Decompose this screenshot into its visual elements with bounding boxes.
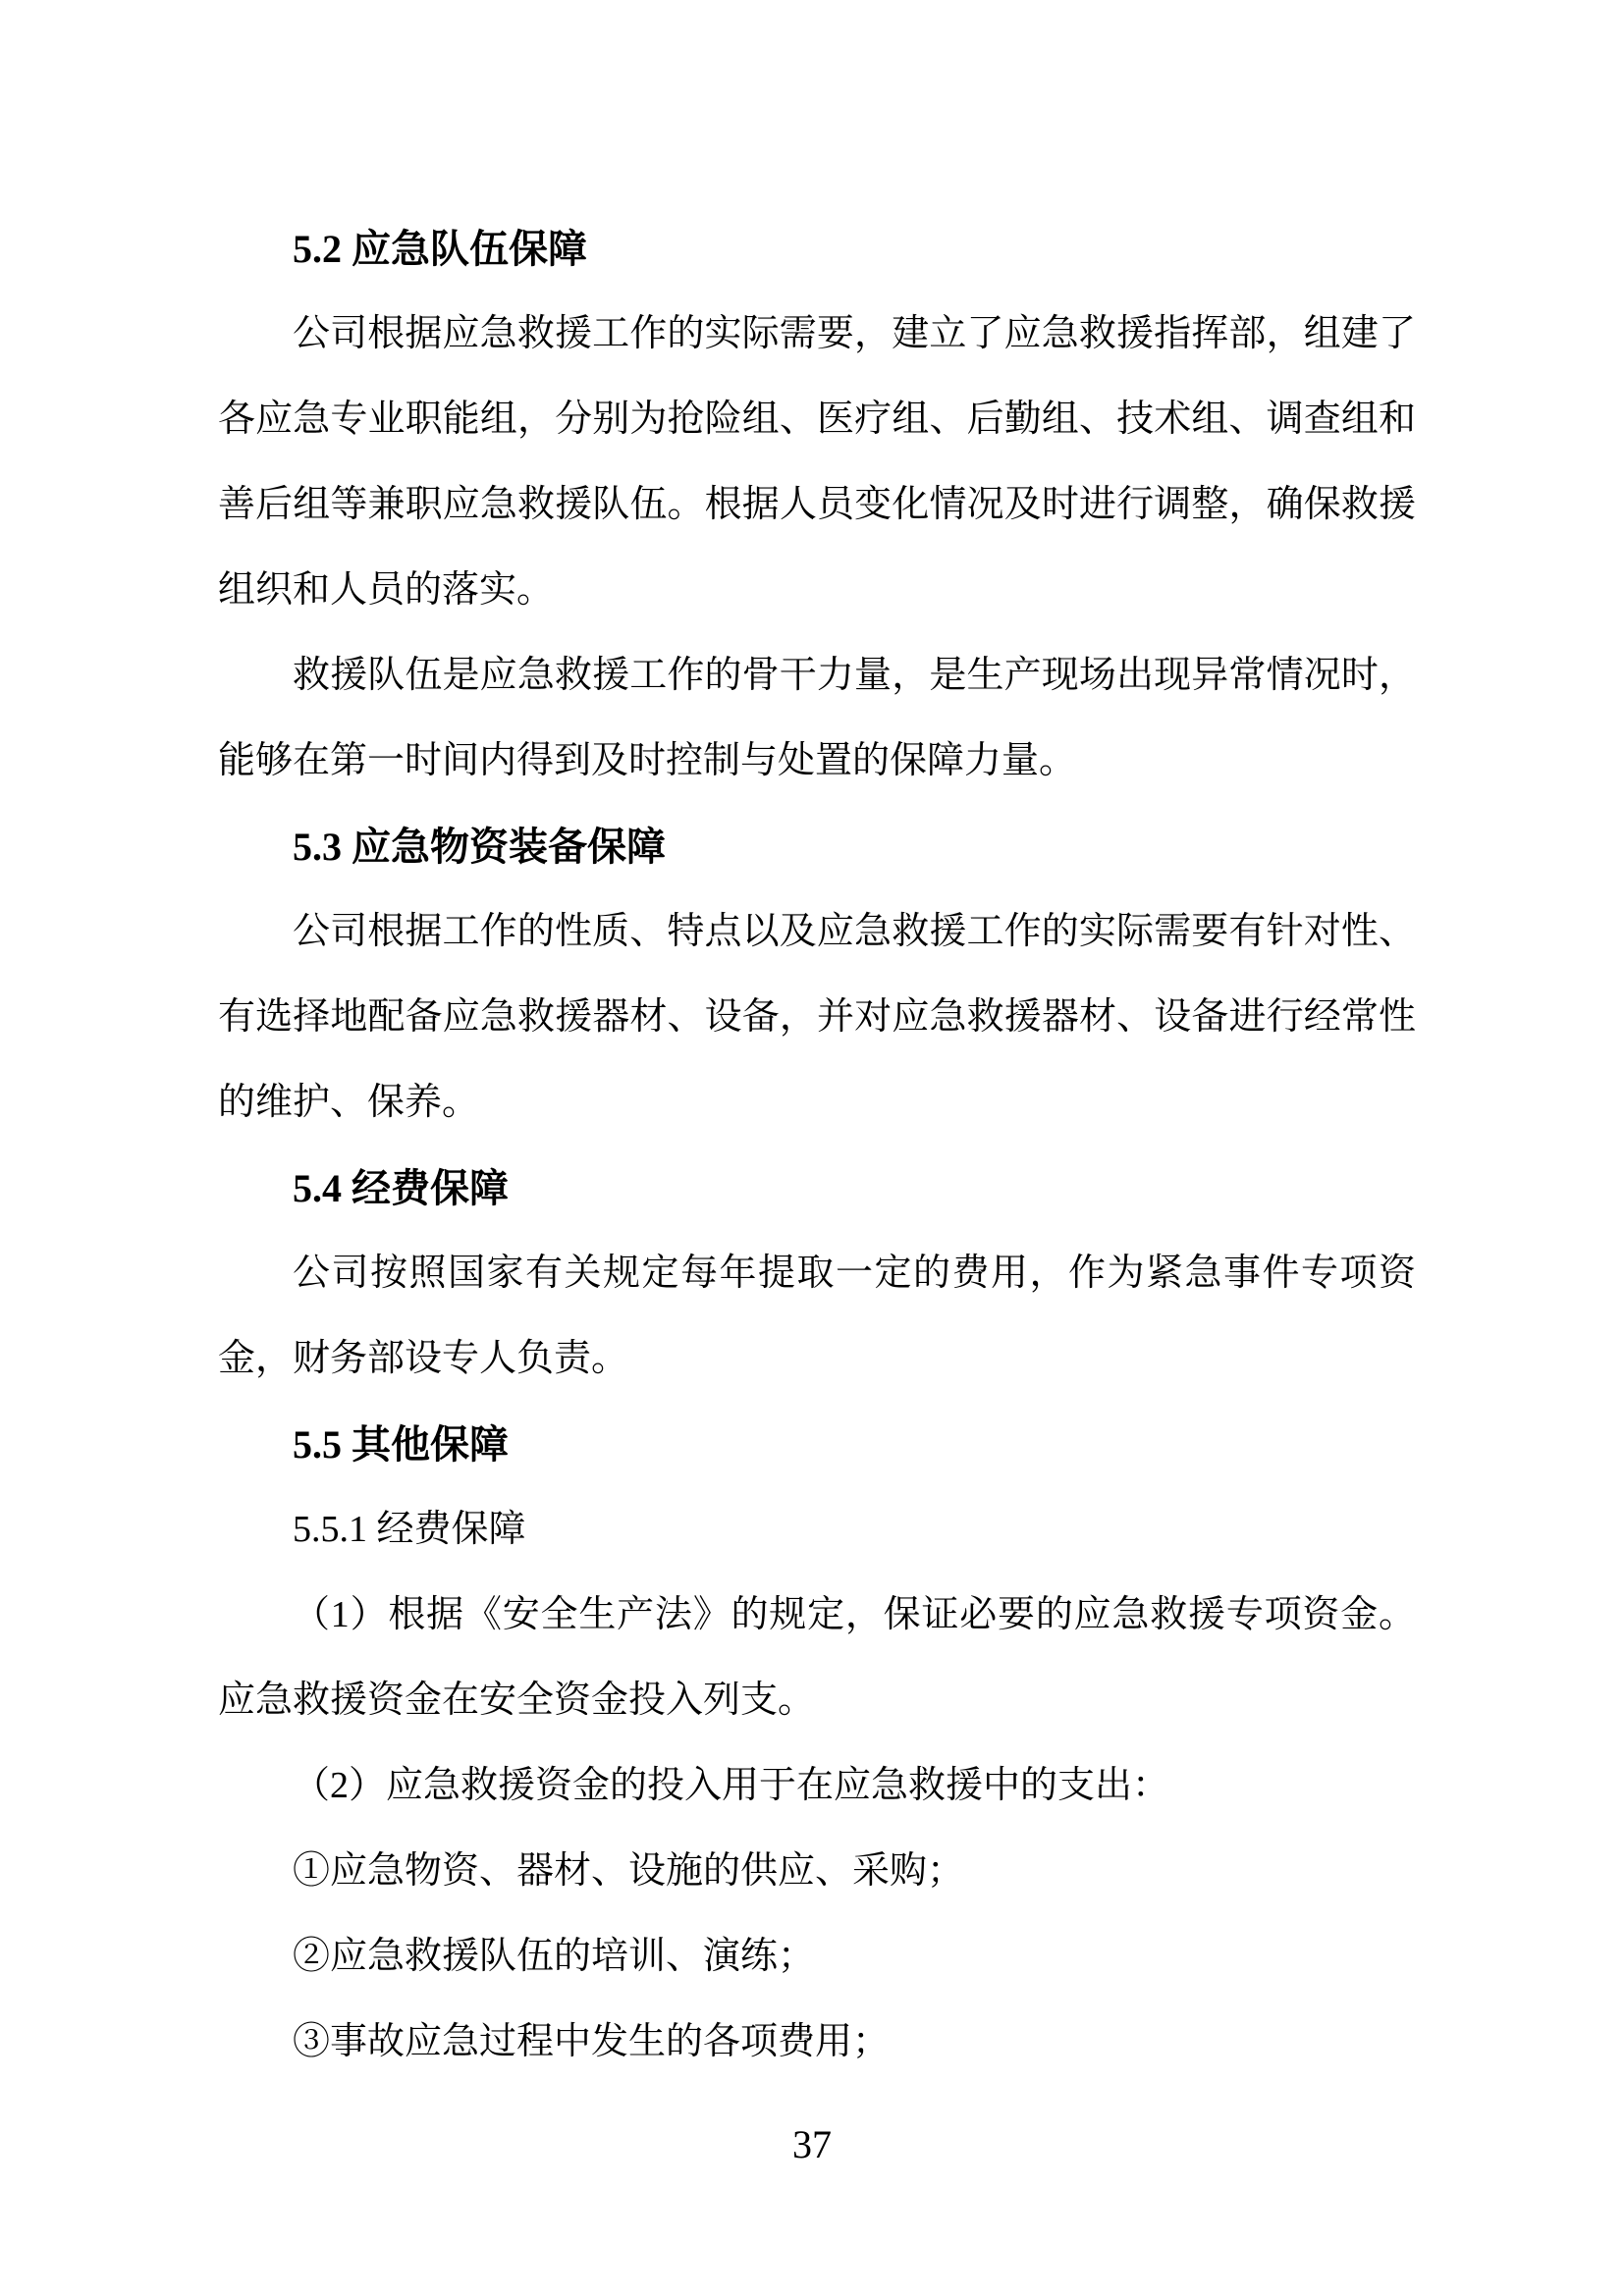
subsection-heading: 5.5.1 经费保障 [293, 1509, 526, 1550]
paragraph-line: 各应急专业职能组，分别为抢险组、医疗组、后勤组、技术组、调查组和 [218, 399, 1416, 440]
page-number: 37 [792, 2122, 832, 2166]
section-heading: 5.4 经费保障 [293, 1166, 509, 1210]
section-heading: 5.5 其他保障 [293, 1422, 509, 1467]
section-heading: 5.2 应急队伍保障 [293, 227, 587, 271]
document-body [218, 206, 1416, 2085]
paragraph-line: 救援队伍是应急救援工作的骨干力量，是生产现场出现异常情况时， [293, 655, 1416, 696]
paragraph-line: 组织和人员的落实。 [218, 569, 555, 611]
paragraph-line: （1）根据《安全生产法》的规定，保证必要的应急救援专项资金。 [293, 1594, 1416, 1635]
list-item: ①应急物资、器材、设施的供应、采购； [293, 1850, 965, 1892]
paragraph-line: 公司根据应急救援工作的实际需要，建立了应急救援指挥部，组建了 [293, 313, 1416, 354]
section-heading: 5.3 应急物资装备保障 [293, 825, 666, 869]
paragraph-line: 应急救援资金在安全资金投入列支。 [218, 1680, 816, 1721]
list-item: ③事故应急过程中发生的各项费用； [293, 2021, 891, 2062]
paragraph-line: 公司按照国家有关规定每年提取一定的费用，作为紧急事件专项资 [293, 1253, 1416, 1294]
paragraph-line: 金，财务部设专人负责。 [218, 1338, 629, 1379]
paragraph-line: 能够在第一时间内得到及时控制与处置的保障力量。 [218, 740, 1077, 781]
paragraph-line: 的维护、保养。 [218, 1082, 480, 1123]
paragraph-line: 善后组等兼职应急救援队伍。根据人员变化情况及时进行调整，确保救援 [218, 484, 1416, 525]
paragraph-line: （2）应急救援资金的投入用于在应急救援中的支出： [293, 1765, 1170, 1806]
paragraph-line: 有选择地配备应急救援器材、设备，并对应急救援器材、设备进行经常性 [218, 996, 1416, 1038]
list-item: ②应急救援队伍的培训、演练； [293, 1936, 816, 1977]
paragraph-line: 公司根据工作的性质、特点以及应急救援工作的实际需要有针对性、 [293, 911, 1416, 952]
